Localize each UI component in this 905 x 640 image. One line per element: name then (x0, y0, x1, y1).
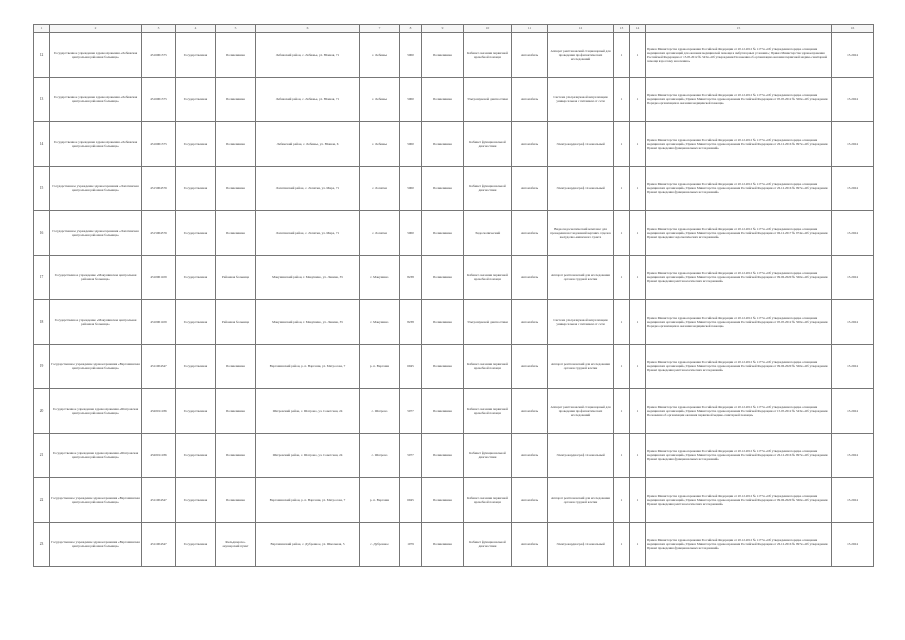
settlement-cell: с. Лебяжье (360, 122, 400, 167)
table-row (34, 478, 874, 523)
column-number-header: 7 (360, 25, 400, 33)
organization-cell: Государственное учреждение здравоохранения «Шатровская центральная районная больница» (50, 433, 142, 478)
table-body (34, 33, 874, 567)
quantity-planned-cell: 1 (630, 522, 646, 567)
table-row (34, 255, 874, 300)
population-cell: 5000 (400, 122, 422, 167)
organization-cell: Государственное учреждение здравоохранения «Варгашинская центральная районная больница» (50, 344, 142, 389)
structure-cell: Поликлиника (422, 478, 464, 523)
department-cell: Ультразвуковой диагностики (464, 300, 512, 345)
quantity-required-cell: 1 (614, 433, 630, 478)
settlement-cell: г. Макушино (360, 255, 400, 300)
quantity-planned-cell: 1 (630, 389, 646, 434)
ownership-cell: Государственная (176, 255, 216, 300)
equipment-class-cell: Автомобиль (512, 33, 548, 78)
table-row (34, 522, 874, 567)
quantity-planned-cell: 1 (630, 211, 646, 256)
equipment-class-cell: Автомобиль (512, 478, 548, 523)
column-number-header: 8 (400, 25, 422, 33)
legal-basis-cell: Приказ Министерства здравоохранения Российской Федерации от 20.12.2012 № 1177н «Об утверждении порядка оснащения медицинских организаций»; Приказ Министерства здравоохранения Российской Федерации от 09.06.2020 № 560н «Об утверждении Правил проведения рентгенологических исследований» (646, 255, 832, 300)
organization-cell: Государственное учреждение здравоохранения «Лопатинская центральная районная больница» (50, 211, 142, 256)
ownership-cell: Государственная (176, 389, 216, 434)
department-cell: Кабинет функциональной диагностики (464, 122, 512, 167)
equipment-name-cell: Система ультразвуковой визуализации универсальная с питанием от сети (548, 300, 614, 345)
ownership-cell: Государственная (176, 344, 216, 389)
settlement-cell: с. Шатрово (360, 433, 400, 478)
organization-cell: Государственное учреждение здравоохранения «Варгашинская центральная районная больница» (50, 478, 142, 523)
population-cell: 5000 (400, 77, 422, 122)
ownership-cell: Государственная (176, 522, 216, 567)
column-number-header: 4 (176, 25, 216, 33)
department-cell: Ультразвуковой диагностики (464, 77, 512, 122)
address-cell: Шатровский район, с. Шатрово, ул. Советская, 24 (256, 433, 360, 478)
organization-cell: Государственное учреждение «Макушинская центральная районная больница» (50, 300, 142, 345)
equipment-name-cell: Аппарат рентгеновский для исследования органов грудной клетки (548, 255, 614, 300)
population-cell: 5077 (400, 433, 422, 478)
inn-cell: 4520011186 (142, 389, 176, 434)
row-number-cell: 17 (34, 255, 50, 300)
legal-basis-cell: Приказ Министерства здравоохранения Российской Федерации от 20.12.2012 № 1177н «Об утверждении порядка оснащения медицинских организаций для оказания медицинской помощи в амбулаторных условиях»; Приказ Министерства здравоохранения Российской Федерации от 15.05.2012 № 543н «Об утверждении Положения об организации оказания первичной медико-санитарной помощи взрослому населению» (646, 33, 832, 78)
table-row (34, 389, 874, 434)
structure-cell: Поликлиника (422, 211, 464, 256)
quantity-required-cell: 1 (614, 255, 630, 300)
equipment-class-cell: Автомобиль (512, 344, 548, 389)
legal-basis-cell: Приказ Министерства здравоохранения Российской Федерации от 20.12.2012 № 1177н «Об утверждении порядка оснащения медицинских организаций»; Приказ Министерства здравоохранения Российской Федерации от 26.12.2016 № 997н «Об утверждении Правил проведения функциональных исследований» (646, 166, 832, 211)
department-cell: Эндоскопический (464, 211, 512, 256)
settlement-cell: с. Шатрово (360, 389, 400, 434)
organization-cell: Государственное учреждение здравоохранения «Варгашинская центральная районная больница» (50, 522, 142, 567)
equipment-name-cell: Электрокардиограф 12-канальный (548, 166, 614, 211)
ownership-cell: Государственная (176, 433, 216, 478)
quantity-required-cell: 1 (614, 77, 630, 122)
quantity-required-cell: 1 (614, 166, 630, 211)
settlement-cell: р. п. Варгаши (360, 344, 400, 389)
inn-cell: 4515004576 (142, 166, 176, 211)
organization-cell: Государственное учреждение здравоохранения «Лебяжская центральная районная больница» (50, 122, 142, 167)
legal-basis-cell: Приказ Министерства здравоохранения Российской Федерации от 20.12.2012 № 1177н «Об утверждении порядка оснащения медицинских организаций»; Приказ Министерства здравоохранения Российской Федерации от 26.12.2016 № 997н «Об утверждении Правил проведения функциональных исследований» (646, 433, 832, 478)
address-cell: Лебяжский район, с. Лебяжье, ул. Южная, 71 (256, 33, 360, 78)
facility-type-cell: Поликлиника (216, 122, 256, 167)
address-cell: Варгашинский район, р. п. Варгаши, ул. Матросова, 7 (256, 478, 360, 523)
column-number-header: 2 (50, 25, 142, 33)
department-cell: Кабинет оказания первичной врачебной помощи (464, 389, 512, 434)
structure-cell: Поликлиника (422, 344, 464, 389)
deadline-cell: 15.2024 (832, 478, 874, 523)
quantity-required-cell: 1 (614, 389, 630, 434)
quantity-required-cell: 1 (614, 344, 630, 389)
equipment-class-cell: Автомобиль (512, 255, 548, 300)
column-number-header: 6 (256, 25, 360, 33)
column-number-header: 13 (614, 25, 630, 33)
column-number-header: 9 (422, 25, 464, 33)
deadline-cell: 15.2024 (832, 77, 874, 122)
row-number-cell: 19 (34, 344, 50, 389)
quantity-required-cell: 1 (614, 300, 630, 345)
structure-cell: Поликлиника (422, 33, 464, 78)
settlement-cell: с. Лопатки (360, 211, 400, 256)
population-cell: 5077 (400, 389, 422, 434)
address-cell: Шатровский район, с. Шатрово, ул. Советская, 24 (256, 389, 360, 434)
row-number-cell: 12 (34, 33, 50, 78)
population-cell: 8238 (400, 255, 422, 300)
facility-type-cell: Поликлиника (216, 77, 256, 122)
deadline-cell: 15.2024 (832, 300, 874, 345)
column-number-header: 5 (216, 25, 256, 33)
ownership-cell: Государственная (176, 77, 216, 122)
inn-cell: 4515004576 (142, 211, 176, 256)
row-number-cell: 18 (34, 300, 50, 345)
table-row (34, 344, 874, 389)
table-row (34, 77, 874, 122)
settlement-cell: р. п. Варгаши (360, 478, 400, 523)
equipment-class-cell: Автомобиль (512, 522, 548, 567)
structure-cell: Поликлиника (422, 255, 464, 300)
quantity-planned-cell: 1 (630, 33, 646, 78)
department-cell: Кабинет функциональной диагностики (464, 522, 512, 567)
equipment-class-cell: Автомобиль (512, 300, 548, 345)
quantity-required-cell: 1 (614, 522, 630, 567)
equipment-name-cell: Электрокардиограф 12-канальный (548, 122, 614, 167)
facility-type-cell: Поликлиника (216, 389, 256, 434)
organization-cell: Государственное учреждение «Макушинская центральная районная больница» (50, 255, 142, 300)
deadline-cell: 15.2024 (832, 211, 874, 256)
quantity-required-cell: 1 (614, 33, 630, 78)
inn-cell: 4510001109 (142, 300, 176, 345)
facility-type-cell: Поликлиника (216, 478, 256, 523)
ownership-cell: Государственная (176, 166, 216, 211)
ownership-cell: Государственная (176, 33, 216, 78)
department-cell: Кабинет оказания первичной врачебной помощи (464, 255, 512, 300)
ownership-cell: Государственная (176, 478, 216, 523)
row-number-cell: 15 (34, 166, 50, 211)
ownership-cell: Государственная (176, 211, 216, 256)
population-cell: 5000 (400, 166, 422, 211)
equipment-name-cell: Система ультразвуковой визуализации универсальная с питанием от сети (548, 77, 614, 122)
equipment-class-cell: Автомобиль (512, 211, 548, 256)
structure-cell: Поликлиника (422, 166, 464, 211)
deadline-cell: 15.2024 (832, 166, 874, 211)
organization-cell: Государственное учреждение здравоохранения «Шатровская центральная районная больница» (50, 389, 142, 434)
address-cell: Лебяжский район, с. Лебяжье, ул. Южная, 71 (256, 77, 360, 122)
quantity-planned-cell: 1 (630, 166, 646, 211)
address-cell: Лопатинский район, с. Лопатки, ул. Мира, 71 (256, 211, 360, 256)
structure-cell: Поликлиника (422, 389, 464, 434)
table-row (34, 166, 874, 211)
row-number-cell: 13 (34, 77, 50, 122)
column-number-header: 12 (548, 25, 614, 33)
address-cell: Варгашинский район, с. Дубровное, ул. Школьная, 5 (256, 522, 360, 567)
table-row (34, 33, 874, 78)
facility-type-cell: Поликлиника (216, 166, 256, 211)
quantity-required-cell: 1 (614, 211, 630, 256)
equipment-name-cell: Аппарат рентгеновский стационарный для проведения профилактических исследований (548, 389, 614, 434)
facility-type-cell: Поликлиника (216, 211, 256, 256)
inn-cell: 4511004347 (142, 522, 176, 567)
row-number-cell: 14 (34, 122, 50, 167)
settlement-cell: с. Лебяжье (360, 33, 400, 78)
legal-basis-cell: Приказ Министерства здравоохранения Российской Федерации от 20.12.2012 № 1177н «Об утверждении порядка оснащения медицинских организаций»; Приказ Министерства здравоохранения Российской Федерации от 09.06.2020 № 560н «Об утверждении Правил проведения рентгенологических исследований» (646, 478, 832, 523)
structure-cell: Поликлиника (422, 77, 464, 122)
legal-basis-cell: Приказ Министерства здравоохранения Российской Федерации от 20.12.2012 № 1177н «Об утверждении порядка оснащения медицинских организаций»; Приказ Министерства здравоохранения Российской Федерации от 26.12.2016 № 997н «Об утверждении Правил проведения функциональных исследований» (646, 522, 832, 567)
quantity-planned-cell: 1 (630, 344, 646, 389)
quantity-required-cell: 1 (614, 478, 630, 523)
inn-cell: 4516001375 (142, 77, 176, 122)
column-number-row (34, 25, 874, 33)
deadline-cell: 15.2024 (832, 255, 874, 300)
legal-basis-cell: Приказ Министерства здравоохранения Российской Федерации от 20.12.2012 № 1177н «Об утверждении порядка оснащения медицинских организаций»; Приказ Министерства здравоохранения Российской Федерации от 05.05.2012 № 500н «Об утверждении Порядка организации и оказания медицинской помощи» (646, 300, 832, 345)
facility-type-cell: Поликлиника (216, 433, 256, 478)
organization-cell: Государственное учреждение здравоохранения «Лопатинская центральная районная больница» (50, 166, 142, 211)
facility-type-cell: Районная больница (216, 255, 256, 300)
facility-type-cell: Фельдшерско-акушерский пункт (216, 522, 256, 567)
inn-cell: 4520011186 (142, 433, 176, 478)
population-cell: 8238 (400, 300, 422, 345)
quantity-planned-cell: 1 (630, 122, 646, 167)
column-number-header: 10 (464, 25, 512, 33)
quantity-planned-cell: 1 (630, 300, 646, 345)
population-cell: 5000 (400, 33, 422, 78)
equipment-class-cell: Автомобиль (512, 122, 548, 167)
facility-type-cell: Районная больница (216, 300, 256, 345)
deadline-cell: 15.2024 (832, 33, 874, 78)
population-cell: 6945 (400, 344, 422, 389)
legal-basis-cell: Приказ Министерства здравоохранения Российской Федерации от 20.12.2012 № 1177н «Об утверждении порядка оснащения медицинских организаций»; Приказ Министерства здравоохранения Российской Федерации от 15.05.2012 № 543н «Об утверждении Положения об организации оказания первичной медико-санитарной помощи» (646, 389, 832, 434)
inn-cell: 4516001375 (142, 122, 176, 167)
settlement-cell: с. Лопатки (360, 166, 400, 211)
table-row (34, 122, 874, 167)
equipment-name-cell: Видеоэндоскопический комплекс для проведения исследований верхних отделов желудочно-кишечного тракта (548, 211, 614, 256)
equipment-class-cell: Автомобиль (512, 166, 548, 211)
column-number-header: 11 (512, 25, 548, 33)
quantity-planned-cell: 1 (630, 255, 646, 300)
column-number-header: 3 (142, 25, 176, 33)
population-cell: 5000 (400, 211, 422, 256)
table-row (34, 433, 874, 478)
inn-cell: 4510001109 (142, 255, 176, 300)
column-number-header: 16 (832, 25, 874, 33)
facility-type-cell: Поликлиника (216, 33, 256, 78)
settlement-cell: с. Лебяжье (360, 77, 400, 122)
row-number-cell: 20 (34, 389, 50, 434)
address-cell: Лебяжский район, с. Лебяжье, ул. Южная, 6 (256, 122, 360, 167)
department-cell: Кабинет функциональной диагностики (464, 166, 512, 211)
quantity-required-cell: 1 (614, 122, 630, 167)
equipment-class-cell: Автомобиль (512, 389, 548, 434)
quantity-planned-cell: 1 (630, 77, 646, 122)
settlement-cell: с. Дубровное (360, 522, 400, 567)
structure-cell: Поликлиника (422, 433, 464, 478)
equipment-name-cell: Аппарат рентгеновский стационарный для проведения профилактических исследований (548, 33, 614, 78)
department-cell: Кабинет оказания первичной врачебной помощи (464, 478, 512, 523)
address-cell: Варгашинский район, р. п. Варгаши, ул. Матросова, 7 (256, 344, 360, 389)
department-cell: Кабинет оказания первичной врачебной помощи (464, 344, 512, 389)
address-cell: Макушинский район, г. Макушино, ул. Ленина, 35 (256, 255, 360, 300)
equipment-name-cell: Аппарат рентгеновский для исследования органов грудной клетки (548, 478, 614, 523)
inn-cell: 4511004347 (142, 344, 176, 389)
deadline-cell: 15.2024 (832, 389, 874, 434)
legal-basis-cell: Приказ Министерства здравоохранения Российской Федерации от 20.12.2012 № 1177н «Об утверждении порядка оснащения медицинских организаций»; Приказ Министерства здравоохранения Российской Федерации от 26.12.2016 № 997н «Об утверждении Правил проведения функциональных исследований» (646, 122, 832, 167)
deadline-cell: 15.2024 (832, 433, 874, 478)
table-row (34, 211, 874, 256)
structure-cell: Поликлиника (422, 122, 464, 167)
row-number-cell: 22 (34, 478, 50, 523)
column-number-header: 1 (34, 25, 50, 33)
quantity-planned-cell: 1 (630, 478, 646, 523)
column-number-header: 15 (646, 25, 832, 33)
table-row (34, 300, 874, 345)
deadline-cell: 15.2024 (832, 122, 874, 167)
settlement-cell: г. Макушино (360, 300, 400, 345)
equipment-class-cell: Автомобиль (512, 77, 548, 122)
inn-cell: 4516001375 (142, 33, 176, 78)
quantity-planned-cell: 1 (630, 433, 646, 478)
organization-cell: Государственное учреждение здравоохранения «Лебяжская центральная районная больница» (50, 77, 142, 122)
legal-basis-cell: Приказ Министерства здравоохранения Российской Федерации от 20.12.2012 № 1177н «Об утверждении порядка оснащения медицинских организаций»; Приказ Министерства здравоохранения Российской Федерации от 05.05.2012 № 500н «Об утверждении Порядка организации и оказания медицинской помощи» (646, 77, 832, 122)
equipment-table (33, 24, 874, 567)
spreadsheet-page (33, 24, 873, 567)
address-cell: Макушинский район, г. Макушино, ул. Ленина, 35 (256, 300, 360, 345)
row-number-cell: 16 (34, 211, 50, 256)
ownership-cell: Государственная (176, 122, 216, 167)
department-cell: Кабинет оказания первичной врачебной помощи (464, 33, 512, 78)
facility-type-cell: Поликлиника (216, 344, 256, 389)
row-number-cell: 21 (34, 433, 50, 478)
population-cell: 1079 (400, 522, 422, 567)
department-cell: Кабинет функциональной диагностики (464, 433, 512, 478)
address-cell: Лопатинский район, с. Лопатки, ул. Мира, 71 (256, 166, 360, 211)
column-number-header: 14 (630, 25, 646, 33)
population-cell: 6945 (400, 478, 422, 523)
equipment-name-cell: Аппарат рентгеновский для исследования органов грудной клетки (548, 344, 614, 389)
equipment-name-cell: Электрокардиограф 12-канальный (548, 433, 614, 478)
equipment-name-cell: Электрокардиограф 12-канальный (548, 522, 614, 567)
structure-cell: Поликлиника (422, 300, 464, 345)
organization-cell: Государственное учреждение здравоохранения «Лебяжская центральная районная больница» (50, 33, 142, 78)
row-number-cell: 23 (34, 522, 50, 567)
inn-cell: 4511004347 (142, 478, 176, 523)
deadline-cell: 15.2024 (832, 344, 874, 389)
legal-basis-cell: Приказ Министерства здравоохранения Российской Федерации от 20.12.2012 № 1177н «Об утверждении порядка оснащения медицинских организаций»; Приказ Министерства здравоохранения Российской Федерации от 06.12.2017 № 974н «Об утверждении Правил проведения эндоскопических исследований» (646, 211, 832, 256)
structure-cell: Поликлиника (422, 522, 464, 567)
equipment-class-cell: Автомобиль (512, 433, 548, 478)
deadline-cell: 15.2024 (832, 522, 874, 567)
legal-basis-cell: Приказ Министерства здравоохранения Российской Федерации от 20.12.2012 № 1177н «Об утверждении порядка оснащения медицинских организаций»; Приказ Министерства здравоохранения Российской Федерации от 09.06.2020 № 560н «Об утверждении Правил проведения рентгенологических исследований» (646, 344, 832, 389)
ownership-cell: Государственная (176, 300, 216, 345)
